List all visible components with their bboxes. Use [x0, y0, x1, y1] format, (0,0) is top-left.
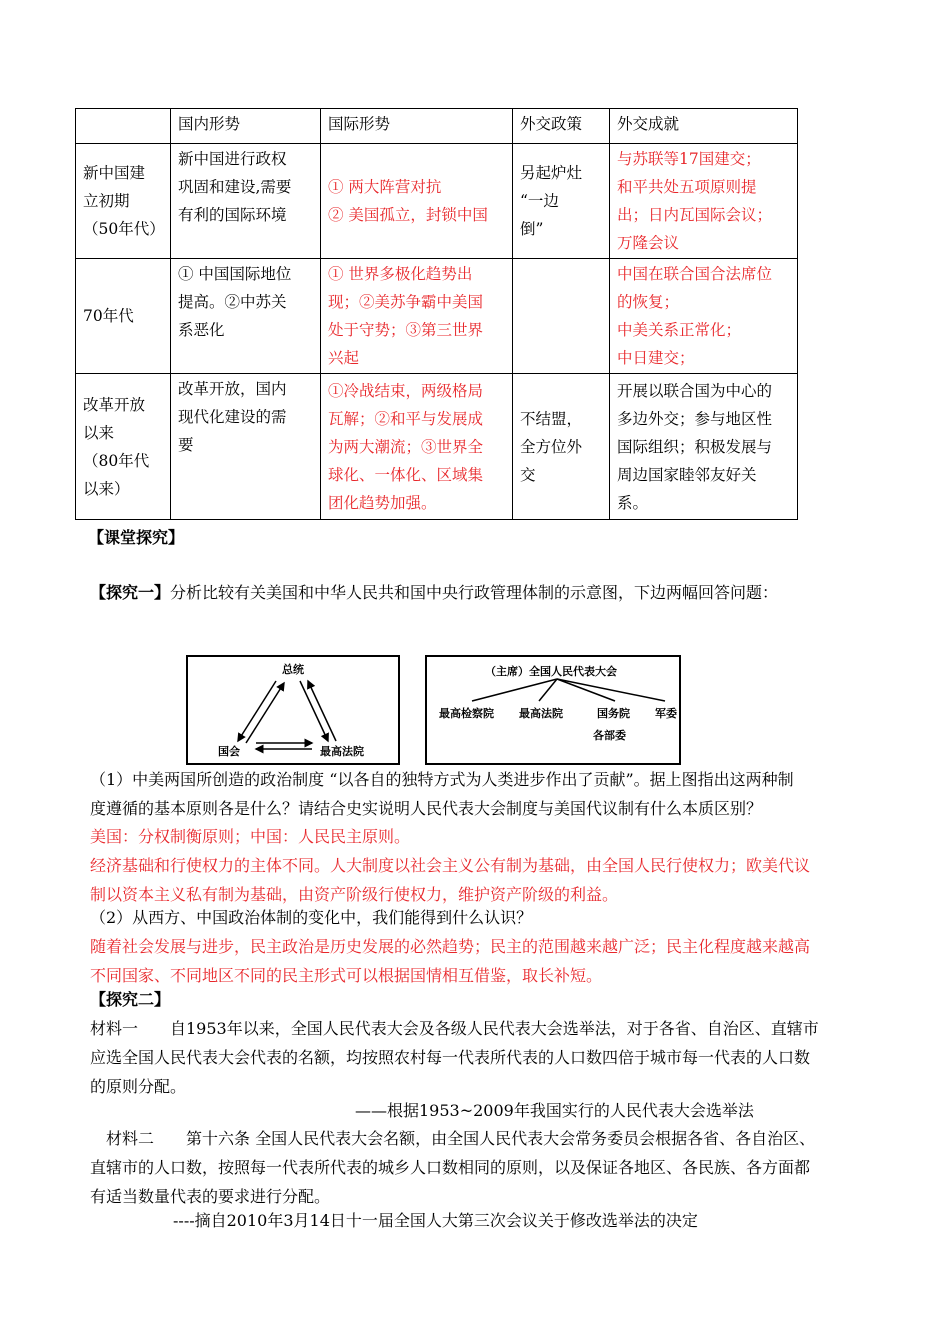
- cell-line: 开展以联合国为中心的: [617, 381, 773, 400]
- answer-1: [90, 822, 810, 909]
- section-title: 【课堂探究】: [88, 528, 185, 547]
- cn-state-council-label: 国务院: [597, 707, 630, 720]
- m2-line: 直辖市的人口数，按照每一代表所代表的城乡人口数相同的原则，以及保证各地区、各民族、各方面都: [90, 1158, 811, 1177]
- achievement-cell: [610, 374, 798, 520]
- header-cell: 外交成就: [610, 109, 798, 144]
- material-2-source: ----摘自2010年3月14日十一届全国人大第三次会议关于修改选举法的决定: [173, 1211, 698, 1230]
- cell-line: ① 世界多极化趋势出: [328, 265, 473, 283]
- cell-line: “一边: [520, 192, 559, 210]
- arrow-president-court: [300, 681, 328, 741]
- period-cell: [76, 374, 171, 520]
- us-system-diagram: [186, 655, 400, 765]
- line-to-state-council: [557, 679, 615, 701]
- policy-cell: [513, 259, 610, 374]
- cell-line: 巩固和建设,需要: [178, 178, 292, 196]
- cell-line: 全方位外: [520, 437, 583, 456]
- cell-line: 交: [520, 465, 536, 484]
- us-congress-label: 国会: [218, 745, 240, 758]
- cell-line: 周边国家睦邻友好关: [617, 465, 757, 484]
- cell-line: 球化、一体化、区域集: [328, 465, 484, 484]
- cell-line: 与苏联等17国建交；: [617, 150, 761, 168]
- cell-line: 有利的国际环境: [178, 206, 287, 224]
- explore1-line: [90, 580, 778, 603]
- cell-line: 现；②美苏争霸中美国: [328, 293, 484, 311]
- cell-line: ①冷战结束，两级格局: [328, 381, 484, 400]
- material-2: [90, 1124, 815, 1211]
- cell-line: 不结盟，: [520, 409, 583, 428]
- explore1-label: 【探究一】: [90, 583, 171, 602]
- cell-line: 要: [178, 436, 194, 454]
- material-1-source: ——根据1953~2009年我国实行的人民代表大会选举法: [355, 1101, 754, 1120]
- cell-line: ① 两大阵营对抗: [328, 178, 442, 196]
- m1-line: 材料一 自1953年以来，全国人民代表大会及各级人民代表大会选举法，对于各省、自治区、直辖市: [90, 1019, 819, 1038]
- arrow-congress-president: [246, 683, 284, 743]
- cell-line: 为两大潮流；③世界全: [328, 437, 484, 456]
- policy-cell: [513, 144, 610, 259]
- line-to-procuratorate: [472, 679, 557, 701]
- arrow-president-congress: [238, 681, 276, 741]
- explore2-label: 【探究二】: [90, 990, 171, 1009]
- q1-line: （1）中美两国所创造的政治制度 “以各自的独特方式为人类进步作出了贡献”。据上图指出这两种制: [90, 770, 794, 789]
- cell-line: 瓦解；②和平与发展成: [328, 409, 484, 428]
- cn-military-label: 军委: [655, 707, 677, 720]
- cell-line: 另起炉灶: [520, 164, 583, 182]
- a1-line: 经济基础和行使权力的主体不同。人大制度以社会主义公有制为基础，由全国人民行使权力；欧美代议: [90, 856, 811, 875]
- domestic-cell: [171, 259, 321, 374]
- m1-line: 应选全国人民代表大会代表的名额，均按照农村每一代表所代表的人口数四倍于城市每一代表的人口数: [90, 1048, 811, 1067]
- us-court-label: 最高法院: [320, 745, 364, 758]
- header-cell: 国际形势: [321, 109, 513, 144]
- achievement-cell: [610, 259, 798, 374]
- a2-line: 随着社会发展与进步，民主政治是历史发展的必然趋势；民主的范围越来越广泛；民主化程度越来越高: [90, 937, 811, 956]
- cell-line: 中美关系正常化；: [617, 321, 742, 339]
- cn-ministries-label: 各部委: [593, 729, 626, 742]
- header-cell: 国内形势: [171, 109, 321, 144]
- arrow-court-president: [308, 681, 336, 741]
- cell-line: （80年代: [83, 451, 150, 470]
- cell-line: ② 美国孤立，封锁中国: [328, 206, 488, 224]
- cell-line: 和平共处五项原则提: [617, 178, 757, 196]
- table-row: [76, 374, 798, 520]
- cell-line: 万隆会议: [617, 234, 680, 252]
- cell-line: 中国在联合国合法席位: [617, 265, 773, 283]
- cell-line: 倒”: [520, 220, 544, 238]
- cell-line: 兴起: [328, 349, 360, 367]
- table-row: [76, 144, 798, 259]
- achievement-cell: [610, 144, 798, 259]
- m1-line: 的原则分配。: [90, 1077, 187, 1096]
- cell-line: 以来）: [83, 479, 130, 498]
- header-cell: [76, 109, 171, 144]
- policy-cell: [513, 374, 610, 520]
- cell-line: 改革开放，国内: [178, 380, 287, 398]
- answer-2: [90, 932, 810, 990]
- cell-line: （50年代）: [83, 220, 165, 238]
- cell-line: 团化趋势加强。: [328, 493, 437, 512]
- cell-line: 系恶化: [178, 321, 225, 339]
- cell-line: 国际组织；积极发展与: [617, 437, 773, 456]
- a1-line: 美国：分权制衡原则；中国：人民民主原则。: [90, 827, 411, 846]
- question-2: （2）从西方、中国政治体制的变化中，我们能得到什么认识？: [90, 908, 533, 927]
- header-cell: 外交政策: [513, 109, 610, 144]
- cell-line: 提高。②中苏关: [178, 293, 287, 311]
- question-1: [90, 765, 794, 823]
- international-cell: [321, 374, 513, 520]
- cell-line: 新中国建: [83, 164, 146, 182]
- domestic-cell: [171, 144, 321, 259]
- explore1-prompt: 分析比较有关美国和中华人民共和国中央行政管理体制的示意图，下边两幅回答问题：: [170, 583, 779, 602]
- cell-line: 处于守势；③第三世界: [328, 321, 484, 339]
- domestic-cell: [171, 374, 321, 520]
- period-cell: [76, 144, 171, 259]
- cell-line: 系。: [617, 493, 649, 512]
- us-president-label: 总统: [282, 663, 304, 676]
- cell-line: 立初期: [83, 192, 130, 210]
- material-1: [90, 1014, 819, 1101]
- table-row: [76, 259, 798, 374]
- q1-line: 度遵循的基本原则各是什么？请结合史实说明人民代表大会制度与美国代议制有什么本质区别？: [90, 799, 763, 818]
- cell-line: 现代化建设的需: [178, 408, 287, 426]
- cn-court-label: 最高法院: [519, 707, 563, 720]
- cell-line: ① 中国国际地位: [178, 265, 292, 283]
- cn-system-diagram: [425, 655, 681, 765]
- foreign-policy-table: [75, 108, 798, 520]
- m2-line: 材料二 第十六条 全国人民代表大会名额，由全国人民代表大会常务委员会根据各省、各自治区、: [106, 1129, 816, 1148]
- cn-procuratorate-label: 最高检察院: [439, 707, 494, 720]
- period-cell: [76, 259, 171, 374]
- a2-line: 不同国家、不同地区不同的民主形式可以根据国情相互借鉴，取长补短。: [90, 966, 603, 985]
- a1-line: 制以资本主义私有制为基础，由资产阶级行使权力，维护资产阶级的利益。: [90, 885, 619, 904]
- cn-npc-label: （主席）全国人民代表大会: [485, 665, 617, 678]
- international-cell: [321, 144, 513, 259]
- cell-line: 出；日内瓦国际会议；: [617, 206, 773, 224]
- line-to-military: [557, 679, 665, 701]
- cell-line: 70年代: [83, 307, 134, 325]
- m2-line: 有适当数量代表的要求进行分配。: [90, 1187, 331, 1206]
- table-header-row: [76, 109, 798, 144]
- cell-line: 中日建交；: [617, 349, 695, 367]
- cell-line: 以来: [83, 423, 115, 442]
- cell-line: 多边外交；参与地区性: [617, 409, 773, 428]
- international-cell: [321, 259, 513, 374]
- cell-line: 新中国进行政权: [178, 150, 287, 168]
- cell-line: 的恢复；: [617, 293, 680, 311]
- cell-line: 改革开放: [83, 395, 146, 414]
